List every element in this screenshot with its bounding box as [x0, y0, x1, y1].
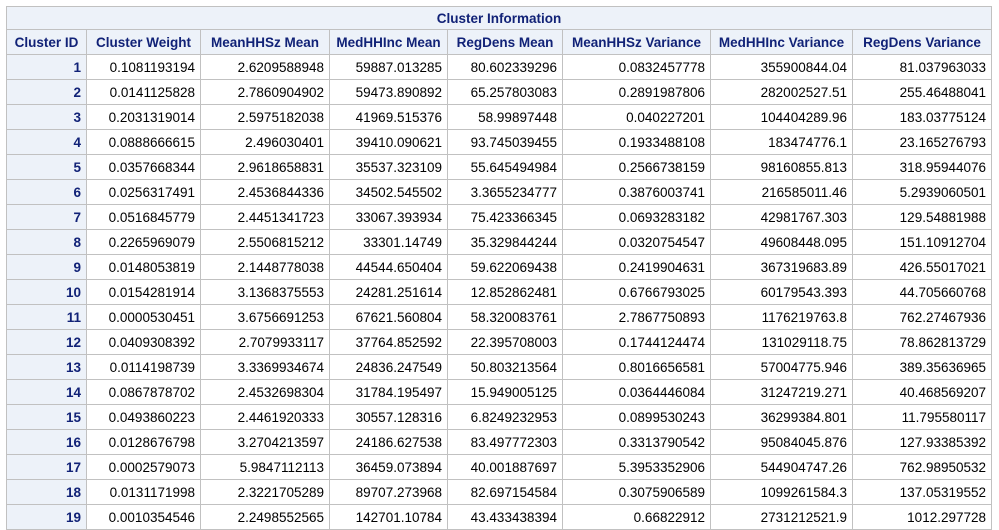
column-header: MeanHHSz Mean [201, 30, 330, 55]
cluster-id-cell: 13 [7, 355, 87, 380]
table-cell: 80.602339296 [448, 55, 563, 80]
table-cell: 3.6756691253 [201, 305, 330, 330]
table-cell: 0.8016656581 [563, 355, 711, 380]
table-cell: 0.0141125828 [87, 80, 201, 105]
column-header: Cluster ID [7, 30, 87, 55]
table-cell: 127.93385392 [853, 430, 992, 455]
table-cell: 0.0832457778 [563, 55, 711, 80]
table-cell: 15.949005125 [448, 380, 563, 405]
table-cell: 2.3221705289 [201, 480, 330, 505]
table-cell: 0.0010354546 [87, 505, 201, 530]
table-cell: 2.1448778038 [201, 255, 330, 280]
table-cell: 129.54881988 [853, 205, 992, 230]
table-row [7, 55, 992, 80]
cluster-information-table [6, 6, 992, 530]
cluster-id-cell: 18 [7, 480, 87, 505]
table-cell: 67621.560804 [330, 305, 448, 330]
table-title: Cluster Information [7, 7, 992, 30]
table-cell: 58.99897448 [448, 105, 563, 130]
table-cell: 0.040227201 [563, 105, 711, 130]
table-cell: 12.852862481 [448, 280, 563, 305]
table-cell: 2.6209588948 [201, 55, 330, 80]
table-cell: 2.9618658831 [201, 155, 330, 180]
table-cell: 2.4461920333 [201, 405, 330, 430]
table-cell: 0.1933488108 [563, 130, 711, 155]
cluster-id-cell: 3 [7, 105, 87, 130]
table-cell: 0.0364446084 [563, 380, 711, 405]
table-cell: 24281.251614 [330, 280, 448, 305]
column-header-row [7, 30, 992, 55]
column-header: MedHHInc Mean [330, 30, 448, 55]
table-cell: 44.705660768 [853, 280, 992, 305]
table-cell: 0.3313790542 [563, 430, 711, 455]
cluster-id-cell: 15 [7, 405, 87, 430]
table-cell: 0.0357668344 [87, 155, 201, 180]
table-cell: 0.0867878702 [87, 380, 201, 405]
table-cell: 2.7867750893 [563, 305, 711, 330]
table-cell: 131029118.75 [711, 330, 853, 355]
cluster-id-cell: 16 [7, 430, 87, 455]
table-cell: 5.2939060501 [853, 180, 992, 205]
table-cell: 81.037963033 [853, 55, 992, 80]
table-cell: 0.2031319014 [87, 105, 201, 130]
table-cell: 0.2566738159 [563, 155, 711, 180]
table-cell: 0.66822912 [563, 505, 711, 530]
table-row [7, 305, 992, 330]
cluster-id-cell: 9 [7, 255, 87, 280]
table-cell: 5.9847112113 [201, 455, 330, 480]
table-cell: 89707.273968 [330, 480, 448, 505]
table-cell: 59887.013285 [330, 55, 448, 80]
table-cell: 83.497772303 [448, 430, 563, 455]
table-cell: 36299384.801 [711, 405, 853, 430]
table-cell: 2.2498552565 [201, 505, 330, 530]
table-row [7, 155, 992, 180]
table-row [7, 405, 992, 430]
table-cell: 544904747.26 [711, 455, 853, 480]
table-row [7, 230, 992, 255]
table-cell: 2.4536844336 [201, 180, 330, 205]
table-cell: 426.55017021 [853, 255, 992, 280]
table-row [7, 330, 992, 355]
cluster-id-cell: 2 [7, 80, 87, 105]
table-cell: 30557.128316 [330, 405, 448, 430]
table-cell: 11.795580117 [853, 405, 992, 430]
table-cell: 0.0693283182 [563, 205, 711, 230]
table-cell: 0.0114198739 [87, 355, 201, 380]
table-cell: 355900844.04 [711, 55, 853, 80]
table-cell: 41969.515376 [330, 105, 448, 130]
table-cell: 36459.073894 [330, 455, 448, 480]
cluster-id-cell: 17 [7, 455, 87, 480]
table-cell: 33067.393934 [330, 205, 448, 230]
cluster-id-cell: 4 [7, 130, 87, 155]
table-cell: 60179543.393 [711, 280, 853, 305]
table-row [7, 205, 992, 230]
table-cell: 44544.650404 [330, 255, 448, 280]
table-row [7, 380, 992, 405]
table-cell: 0.0899530243 [563, 405, 711, 430]
table-cell: 40.468569207 [853, 380, 992, 405]
table-row [7, 180, 992, 205]
table-row [7, 505, 992, 530]
table-cell: 2.4532698304 [201, 380, 330, 405]
table-row [7, 280, 992, 305]
table-cell: 389.35636965 [853, 355, 992, 380]
cluster-id-cell: 6 [7, 180, 87, 205]
table-cell: 2.7079933117 [201, 330, 330, 355]
table-cell: 0.2891987806 [563, 80, 711, 105]
table-row [7, 455, 992, 480]
table-cell: 33301.14749 [330, 230, 448, 255]
table-cell: 762.27467936 [853, 305, 992, 330]
table-row [7, 480, 992, 505]
cluster-id-cell: 7 [7, 205, 87, 230]
table-cell: 367319683.89 [711, 255, 853, 280]
table-cell: 0.0154281914 [87, 280, 201, 305]
table-row [7, 255, 992, 280]
cluster-id-cell: 5 [7, 155, 87, 180]
table-cell: 0.2419904631 [563, 255, 711, 280]
table-cell: 0.0409308392 [87, 330, 201, 355]
table-cell: 3.3369934674 [201, 355, 330, 380]
table-cell: 2.4451341723 [201, 205, 330, 230]
table-cell: 2731212521.9 [711, 505, 853, 530]
table-cell: 1012.297728 [853, 505, 992, 530]
table-cell: 59473.890892 [330, 80, 448, 105]
table-cell: 0.0002579073 [87, 455, 201, 480]
table-cell: 31784.195497 [330, 380, 448, 405]
table-cell: 216585011.46 [711, 180, 853, 205]
table-cell: 2.496030401 [201, 130, 330, 155]
table-cell: 2.7860904902 [201, 80, 330, 105]
table-cell: 39410.090621 [330, 130, 448, 155]
table-cell: 0.6766793025 [563, 280, 711, 305]
table-cell: 6.8249232953 [448, 405, 563, 430]
table-cell: 22.395708003 [448, 330, 563, 355]
table-cell: 3.2704213597 [201, 430, 330, 455]
cluster-id-cell: 8 [7, 230, 87, 255]
table-cell: 95084045.876 [711, 430, 853, 455]
table-cell: 0.0128676798 [87, 430, 201, 455]
table-cell: 3.1368375553 [201, 280, 330, 305]
table-cell: 93.745039455 [448, 130, 563, 155]
table-cell: 318.95944076 [853, 155, 992, 180]
column-header: RegDens Variance [853, 30, 992, 55]
table-cell: 35.329844244 [448, 230, 563, 255]
table-cell: 75.423366345 [448, 205, 563, 230]
table-cell: 82.697154584 [448, 480, 563, 505]
table-cell: 255.46488041 [853, 80, 992, 105]
table-cell: 2.5975182038 [201, 105, 330, 130]
table-cell: 0.3075906589 [563, 480, 711, 505]
table-cell: 49608448.095 [711, 230, 853, 255]
table-cell: 183.03775124 [853, 105, 992, 130]
table-cell: 57004775.946 [711, 355, 853, 380]
column-header: RegDens Mean [448, 30, 563, 55]
table-row [7, 430, 992, 455]
table-row [7, 80, 992, 105]
table-cell: 0.1081193194 [87, 55, 201, 80]
cluster-id-cell: 19 [7, 505, 87, 530]
column-header: Cluster Weight [87, 30, 201, 55]
table-cell: 0.0493860223 [87, 405, 201, 430]
table-cell: 0.0888666615 [87, 130, 201, 155]
table-cell: 142701.10784 [330, 505, 448, 530]
table-cell: 3.3655234777 [448, 180, 563, 205]
cluster-id-cell: 10 [7, 280, 87, 305]
table-cell: 37764.852592 [330, 330, 448, 355]
table-row [7, 355, 992, 380]
table-cell: 42981767.303 [711, 205, 853, 230]
table-cell: 65.257803083 [448, 80, 563, 105]
table-cell: 59.622069438 [448, 255, 563, 280]
column-header: MeanHHSz Variance [563, 30, 711, 55]
table-cell: 0.3876003741 [563, 180, 711, 205]
table-cell: 183474776.1 [711, 130, 853, 155]
table-cell: 0.0148053819 [87, 255, 201, 280]
cluster-id-cell: 11 [7, 305, 87, 330]
table-title-row [7, 7, 992, 30]
table-cell: 0.0516845779 [87, 205, 201, 230]
table-cell: 1099261584.3 [711, 480, 853, 505]
table-cell: 78.862813729 [853, 330, 992, 355]
table-cell: 58.320083761 [448, 305, 563, 330]
table-row [7, 105, 992, 130]
table-cell: 40.001887697 [448, 455, 563, 480]
table-cell: 762.98950532 [853, 455, 992, 480]
table-cell: 34502.545502 [330, 180, 448, 205]
table-cell: 0.1744124474 [563, 330, 711, 355]
cluster-id-cell: 12 [7, 330, 87, 355]
table-cell: 55.645494984 [448, 155, 563, 180]
table-cell: 43.433438394 [448, 505, 563, 530]
table-cell: 24836.247549 [330, 355, 448, 380]
table-cell: 0.0320754547 [563, 230, 711, 255]
table-cell: 104404289.96 [711, 105, 853, 130]
table-cell: 137.05319552 [853, 480, 992, 505]
table-body [7, 55, 992, 530]
table-cell: 0.0131171998 [87, 480, 201, 505]
table-cell: 282002527.51 [711, 80, 853, 105]
table-cell: 35537.323109 [330, 155, 448, 180]
table-cell: 0.0000530451 [87, 305, 201, 330]
table-row [7, 130, 992, 155]
table-cell: 5.3953352906 [563, 455, 711, 480]
table-cell: 0.0256317491 [87, 180, 201, 205]
table-cell: 31247219.271 [711, 380, 853, 405]
cluster-id-cell: 14 [7, 380, 87, 405]
table-cell: 24186.627538 [330, 430, 448, 455]
table-cell: 151.10912704 [853, 230, 992, 255]
table-cell: 50.803213564 [448, 355, 563, 380]
table-cell: 98160855.813 [711, 155, 853, 180]
table-cell: 2.5506815212 [201, 230, 330, 255]
cluster-id-cell: 1 [7, 55, 87, 80]
table-cell: 1176219763.8 [711, 305, 853, 330]
table-cell: 23.165276793 [853, 130, 992, 155]
table-cell: 0.2265969079 [87, 230, 201, 255]
column-header: MedHHInc Variance [711, 30, 853, 55]
